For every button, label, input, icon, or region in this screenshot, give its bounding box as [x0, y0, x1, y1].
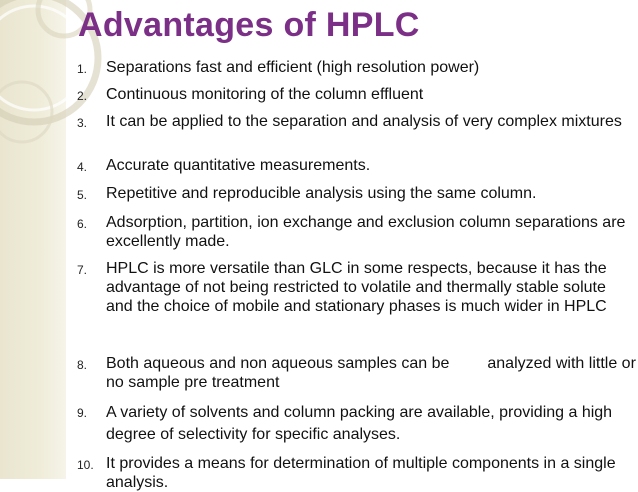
item-text: Accurate quantitative measurements.: [106, 157, 371, 174]
item-number: 3.: [77, 116, 88, 130]
item-number: 6.: [77, 217, 88, 231]
item-number: 5.: [77, 188, 88, 202]
item-text: HPLC is more versatile than GLC in some respects, because it has the advantage of not being restricted to volatile and thermally stable solute and the choice of mobile and stationary phases is much wider in HPLC: [106, 260, 607, 315]
item-text-part: analyzed with little or no sample pre treatment: [106, 355, 636, 391]
item-number: 7.: [77, 263, 88, 277]
item-text: [106, 354, 636, 392]
item-text: Adsorption, partition, ion exchange and exclusion column separations are excellently made.: [106, 214, 626, 250]
item-number: 10.: [77, 458, 94, 472]
item-text: Continuous monitoring of the column effluent: [106, 86, 424, 103]
item-text: Repetitive and reproducible analysis using the same column.: [106, 185, 537, 202]
slide-title: Advantages of HPLC: [78, 6, 420, 44]
item-text: It provides a means for determination of multiple components in a single analysis.: [106, 455, 616, 491]
item-number: 9.: [77, 406, 88, 420]
item-text: It can be applied to the separation and analysis of very complex mixtures: [106, 113, 622, 130]
item-text: Separations fast and efficient (high resolution power): [106, 59, 480, 76]
item-text: A variety of solvents and column packing are available, providing a high degree of selectivity for specific analyses.: [106, 404, 613, 443]
item-number: 8.: [77, 358, 88, 372]
item-number: 2.: [77, 89, 88, 103]
item-text-part: Both aqueous and non aqueous samples can be: [106, 355, 450, 372]
item-number: 4.: [77, 160, 88, 174]
item-number: 1.: [77, 62, 88, 76]
